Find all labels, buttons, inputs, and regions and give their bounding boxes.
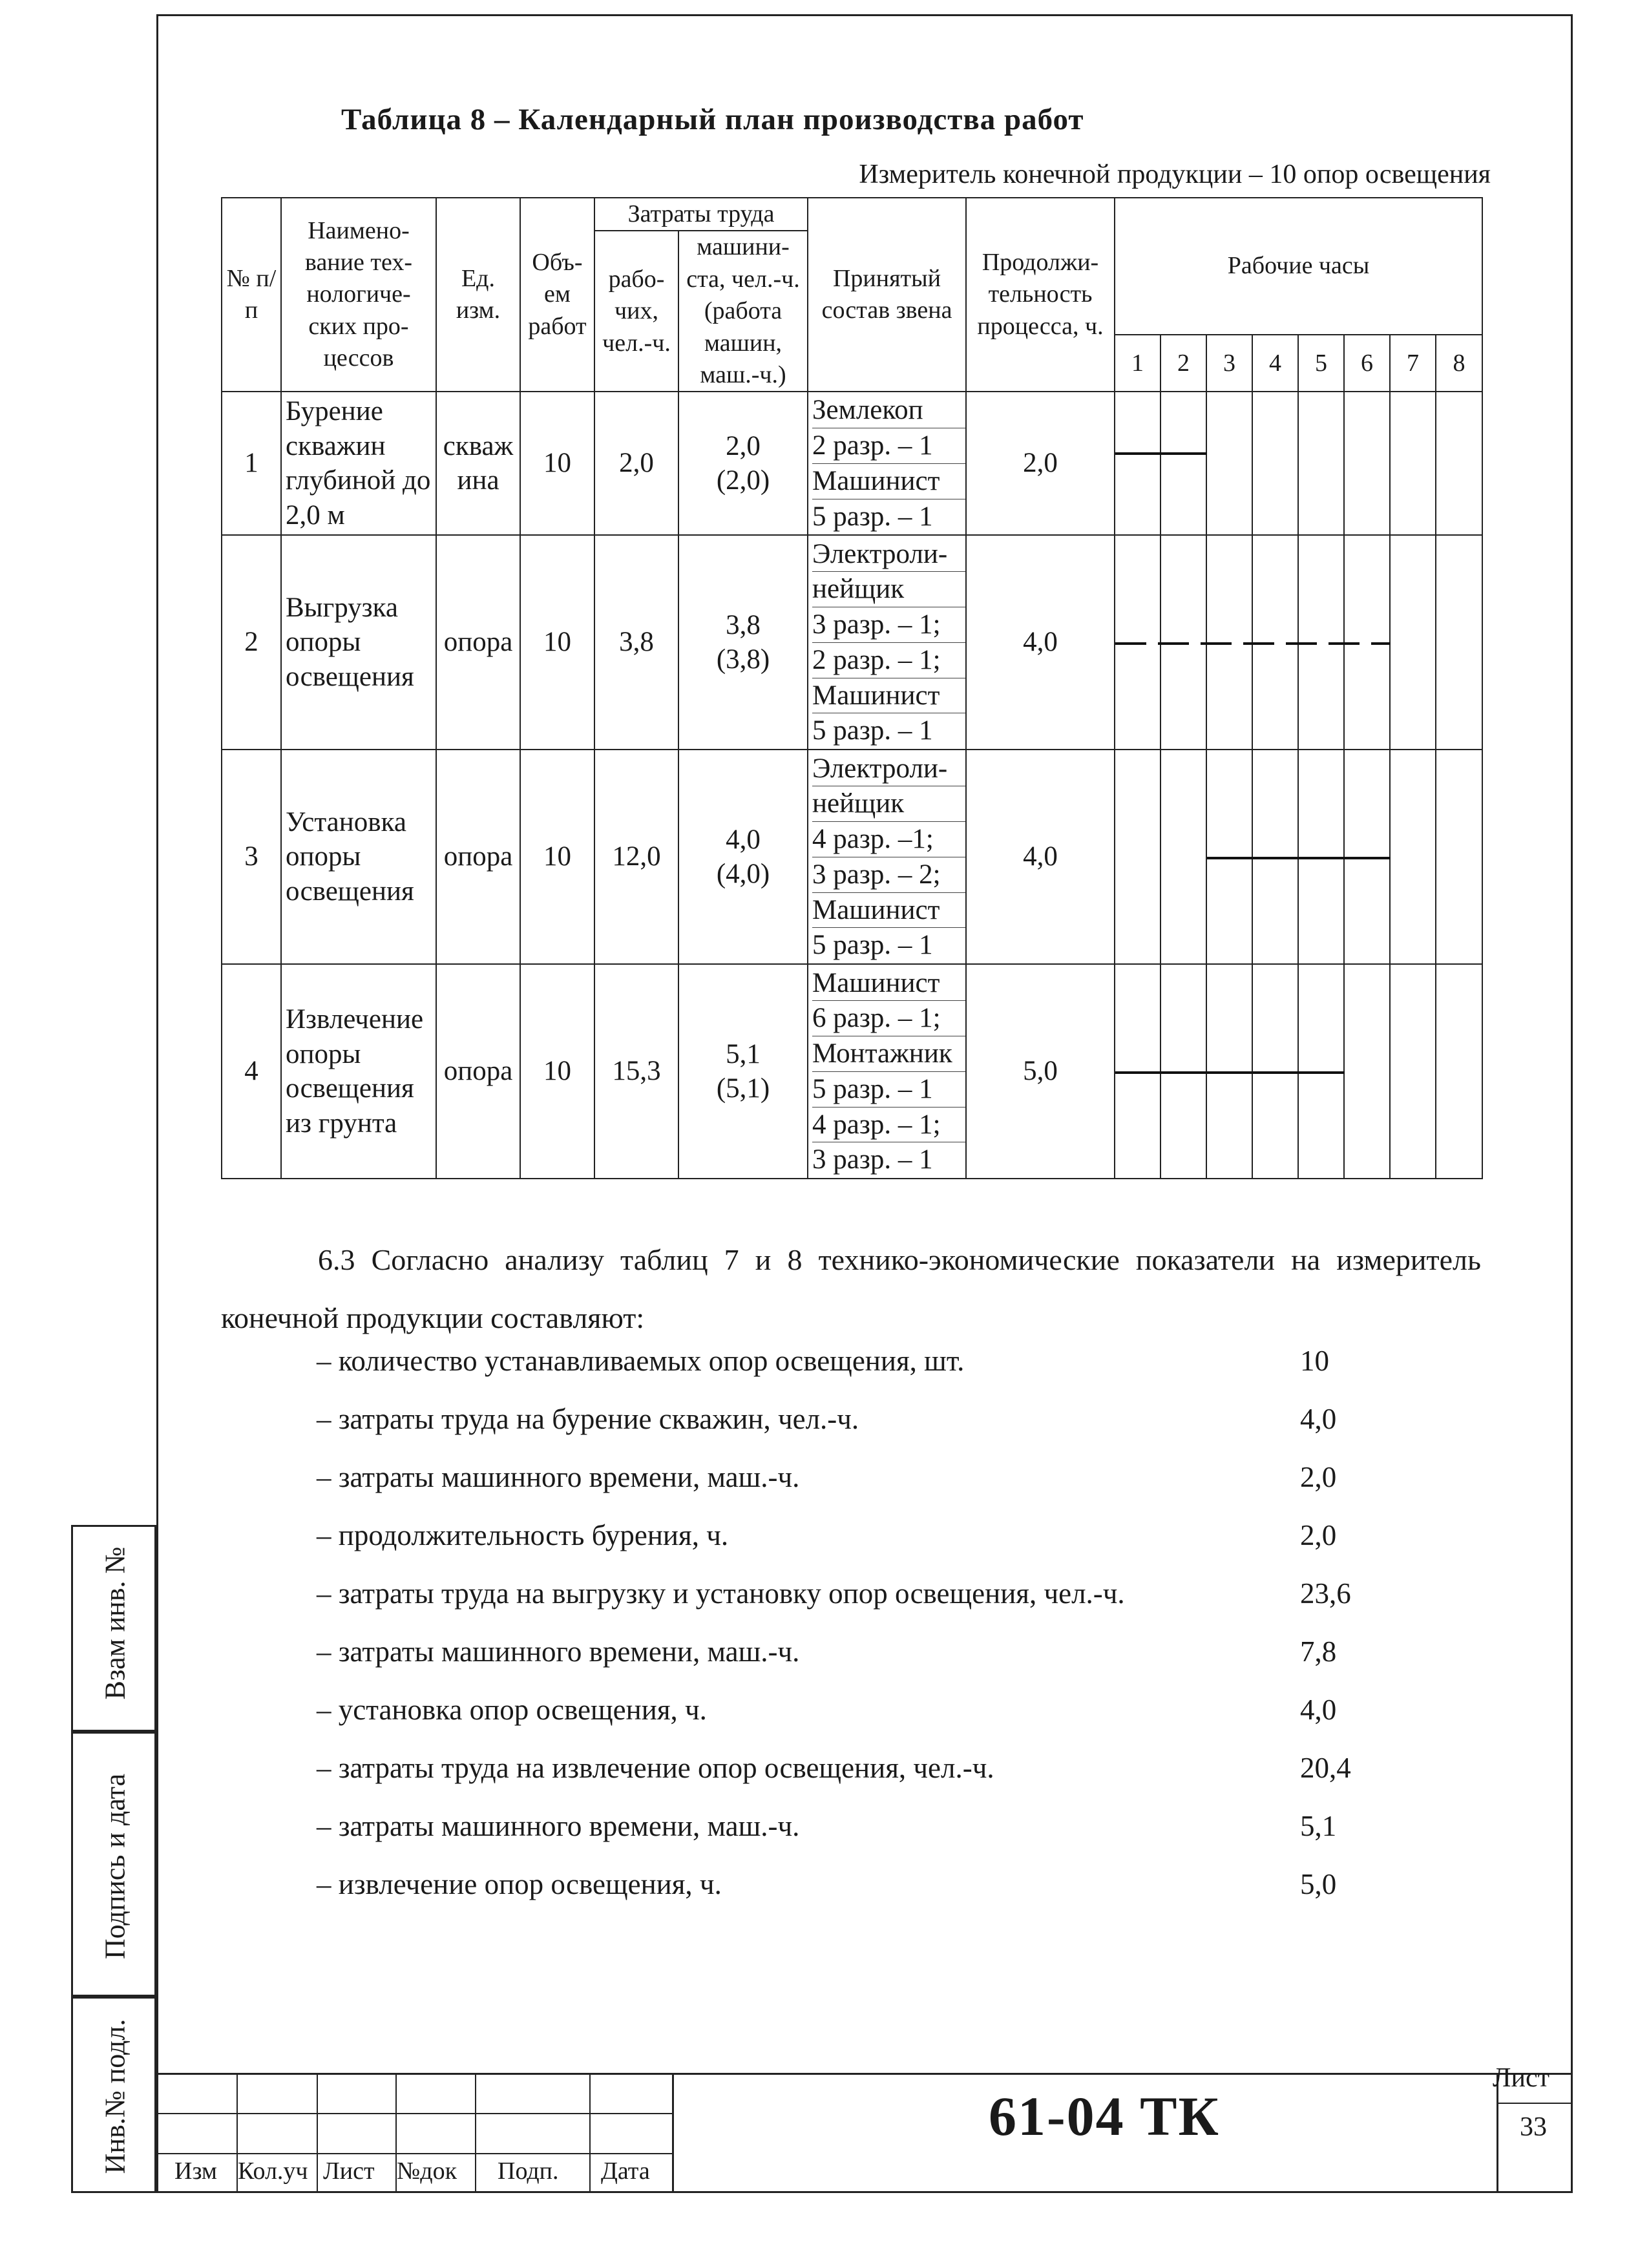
- hour-cell: [1344, 964, 1390, 1179]
- hour-cell: [1436, 392, 1482, 535]
- machine-hours: (2,0): [716, 465, 770, 496]
- table-row: [222, 750, 1482, 964]
- stamp-kol: Кол.уч: [238, 2158, 308, 2185]
- hour-cell: [1344, 535, 1390, 750]
- indicator-label: – затраты машинного времени, маш.-ч.: [317, 1635, 800, 1668]
- header-hour: 4: [1252, 335, 1298, 392]
- hour-cell: [1115, 535, 1161, 750]
- hour-cell: [1252, 535, 1298, 750]
- table-row: [222, 392, 1482, 535]
- cell-volume: 10: [520, 964, 594, 1179]
- header-hour: 3: [1206, 335, 1252, 392]
- hour-cell: [1436, 964, 1482, 1179]
- cell-workers: 2,0: [594, 392, 678, 535]
- crew-line: 4 разр. –1;: [812, 822, 965, 857]
- hour-cell: [1436, 750, 1482, 964]
- header-unit: Ед. изм.: [436, 198, 520, 392]
- crew-line: Машинист: [812, 464, 965, 499]
- hour-cell: [1252, 392, 1298, 535]
- cell-duration: 4,0: [966, 535, 1115, 750]
- table-row: [222, 964, 1482, 1179]
- header-hour: 7: [1390, 335, 1436, 392]
- hour-cell: [1436, 535, 1482, 750]
- cell-machinist: [678, 750, 808, 964]
- sheet-number: 33: [1520, 2112, 1547, 2142]
- indicator-label: – затраты машинного времени, маш.-ч.: [317, 1810, 800, 1842]
- cell-crew: [808, 964, 966, 1179]
- machine-hours: (4,0): [716, 859, 770, 890]
- side-stamp-inv: [71, 1997, 156, 2193]
- indicator-value: 4,0: [1300, 1403, 1337, 1435]
- cell-workers: 15,3: [594, 964, 678, 1179]
- hour-cell: [1252, 964, 1298, 1179]
- stamp-podp: Подп.: [498, 2158, 559, 2185]
- sheet-label: Лист: [1493, 2063, 1549, 2093]
- cell-unit: опора: [436, 750, 520, 964]
- hour-cell: [1206, 392, 1252, 535]
- cell-duration: 4,0: [966, 750, 1115, 964]
- hour-cell: [1161, 964, 1206, 1179]
- hour-cell: [1390, 392, 1436, 535]
- crew-line: Машинист: [812, 893, 965, 929]
- hour-cell: [1115, 750, 1161, 964]
- hour-cell: [1344, 750, 1390, 964]
- indicator-label: – затраты труда на извлечение опор освещения, чел.-ч.: [317, 1752, 994, 1784]
- indicator-value: 5,0: [1300, 1868, 1337, 1900]
- cell-workers: 12,0: [594, 750, 678, 964]
- header-labor-workers: рабо- чих, чел.-ч.: [594, 231, 678, 392]
- cell-name: Извлечение опоры освещения из грунта: [281, 964, 436, 1179]
- cell-num: 1: [222, 392, 281, 535]
- crew-line: 5 разр. – 1: [812, 930, 933, 961]
- indicator-value: 7,8: [1300, 1635, 1337, 1668]
- machine-hours: (3,8): [716, 644, 770, 675]
- cell-volume: 10: [520, 750, 594, 964]
- header-name: Наимено- вание тех- нологиче- ских про- цессов: [281, 198, 436, 392]
- crew-line: 5 разр. – 1: [812, 715, 933, 746]
- cell-machinist: [678, 535, 808, 750]
- hour-cell: [1298, 750, 1344, 964]
- crew-line: 6 разр. – 1;: [812, 1001, 965, 1036]
- side-label-vzam: Взам инв. №: [99, 1546, 131, 1700]
- cell-duration: 2,0: [966, 392, 1115, 535]
- cell-machinist: [678, 392, 808, 535]
- indicator-label: – затраты машинного времени, маш.-ч.: [317, 1461, 800, 1493]
- indicator-value: 23,6: [1300, 1577, 1351, 1610]
- crew-line: нейщик: [812, 572, 965, 607]
- header-duration: Продолжи- тельность процесса, ч.: [966, 198, 1115, 392]
- cell-num: 3: [222, 750, 281, 964]
- cell-name: Установка опоры освещения: [281, 750, 436, 964]
- crew-line: 5 разр. – 1: [812, 1072, 965, 1108]
- hour-cell: [1298, 392, 1344, 535]
- hour-cell: [1206, 750, 1252, 964]
- crew-line: Электроли-: [812, 537, 965, 572]
- hour-cell: [1298, 964, 1344, 1179]
- side-stamp-podpis: [71, 1732, 156, 1997]
- hour-cell: [1161, 750, 1206, 964]
- cell-volume: 10: [520, 535, 594, 750]
- indicator-value: 10: [1300, 1345, 1329, 1377]
- crew-line: нейщик: [812, 786, 965, 822]
- stamp-data: Дата: [601, 2158, 650, 2185]
- cell-workers: 3,8: [594, 535, 678, 750]
- header-hour: 2: [1161, 335, 1206, 392]
- indicator-value: 2,0: [1300, 1519, 1337, 1551]
- header-hours-group: Рабочие часы: [1115, 198, 1482, 335]
- indicator-label: – затраты труда на бурение скважин, чел.-ч.: [317, 1403, 859, 1435]
- hour-cell: [1390, 750, 1436, 964]
- cell-unit: опора: [436, 964, 520, 1179]
- hour-cell: [1390, 964, 1436, 1179]
- header-labor-machinist: машини- ста, чел.-ч. (работа машин, маш.-ч.): [678, 231, 808, 392]
- crew-line: Машинист: [812, 966, 965, 1002]
- crew-line: 4 разр. – 1;: [812, 1108, 965, 1143]
- crew-line: Электроли-: [812, 751, 965, 787]
- cell-duration: 5,0: [966, 964, 1115, 1179]
- indicator-label: – извлечение опор освещения, ч.: [317, 1868, 722, 1900]
- cell-machinist: [678, 964, 808, 1179]
- hour-cell: [1344, 392, 1390, 535]
- header-num: № п/п: [222, 198, 281, 392]
- side-label-podpis: Подпись и дата: [99, 1773, 131, 1960]
- cell-name: Выгрузка опоры освещения: [281, 535, 436, 750]
- crew-line: Землекоп: [812, 393, 965, 428]
- indicator-label: – количество устанавливаемых опор освещения, шт.: [317, 1345, 965, 1377]
- hour-cell: [1161, 392, 1206, 535]
- machinist-hours: 5,1: [726, 1038, 761, 1069]
- header-crew: Принятый состав звена: [808, 198, 966, 392]
- stamp-izm: Изм: [174, 2158, 217, 2185]
- table-unit-line: Измеритель конечной продукции – 10 опор освещения: [859, 160, 1491, 189]
- hour-cell: [1206, 535, 1252, 750]
- indicator-value: 4,0: [1300, 1694, 1337, 1726]
- cell-crew: [808, 392, 966, 535]
- hour-cell: [1115, 392, 1161, 535]
- machinist-hours: 4,0: [726, 824, 761, 855]
- machine-hours: (5,1): [716, 1073, 770, 1104]
- hour-cell: [1298, 535, 1344, 750]
- header-labor-group: Затраты труда: [594, 198, 808, 231]
- schedule-table: [221, 197, 1483, 1179]
- cell-num: 2: [222, 535, 281, 750]
- crew-line: 3 разр. – 1;: [812, 607, 965, 643]
- crew-line: 2 разр. – 1: [812, 428, 965, 464]
- header-hour: 5: [1298, 335, 1344, 392]
- crew-line: 2 разр. – 1;: [812, 643, 965, 678]
- summary-paragraph: 6.3 Согласно анализу таблиц 7 и 8 технико-экономические показатели на измеритель конечной продукции составляют:: [221, 1243, 1481, 1334]
- header-hour: 6: [1344, 335, 1390, 392]
- stamp-list: Лист: [323, 2158, 375, 2185]
- cell-num: 4: [222, 964, 281, 1179]
- side-label-inv: Инв.№ подл.: [99, 2019, 131, 2174]
- machinist-hours: 2,0: [726, 430, 761, 461]
- table-title: Таблица 8 – Календарный план производства работ: [341, 103, 1084, 136]
- crew-line: 5 разр. – 1: [812, 501, 933, 532]
- cell-unit: скважина: [436, 392, 520, 535]
- hour-cell: [1115, 964, 1161, 1179]
- indicator-value: 5,1: [1300, 1810, 1337, 1842]
- header-hour: 1: [1115, 335, 1161, 392]
- indicator-value: 2,0: [1300, 1461, 1337, 1493]
- crew-line: Машинист: [812, 678, 965, 714]
- cell-crew: [808, 750, 966, 964]
- hour-cell: [1161, 535, 1206, 750]
- table-row: [222, 535, 1482, 750]
- header-hour: 8: [1436, 335, 1482, 392]
- crew-line: Монтажник: [812, 1036, 965, 1072]
- document-code: 61-04 ТК: [989, 2085, 1220, 2147]
- hour-cell: [1206, 964, 1252, 1179]
- indicator-value: 20,4: [1300, 1752, 1351, 1784]
- hour-cell: [1390, 535, 1436, 750]
- hour-cell: [1252, 750, 1298, 964]
- indicator-label: – затраты труда на выгрузку и установку опор освещения, чел.-ч.: [317, 1577, 1125, 1610]
- indicator-label: – установка опор освещения, ч.: [317, 1694, 707, 1726]
- cell-volume: 10: [520, 392, 594, 535]
- machinist-hours: 3,8: [726, 609, 761, 640]
- cell-unit: опора: [436, 535, 520, 750]
- indicator-label: – продолжительность бурения, ч.: [317, 1519, 729, 1551]
- cell-crew: [808, 535, 966, 750]
- crew-line: 3 разр. – 2;: [812, 857, 965, 893]
- cell-name: Бурение скважин глубиной до 2,0 м: [281, 392, 436, 535]
- stamp-ndok: №док: [397, 2158, 457, 2185]
- crew-line: 3 разр. – 1: [812, 1144, 933, 1175]
- header-volume: Объ- ем работ: [520, 198, 594, 392]
- side-stamp-vzam: [71, 1525, 156, 1732]
